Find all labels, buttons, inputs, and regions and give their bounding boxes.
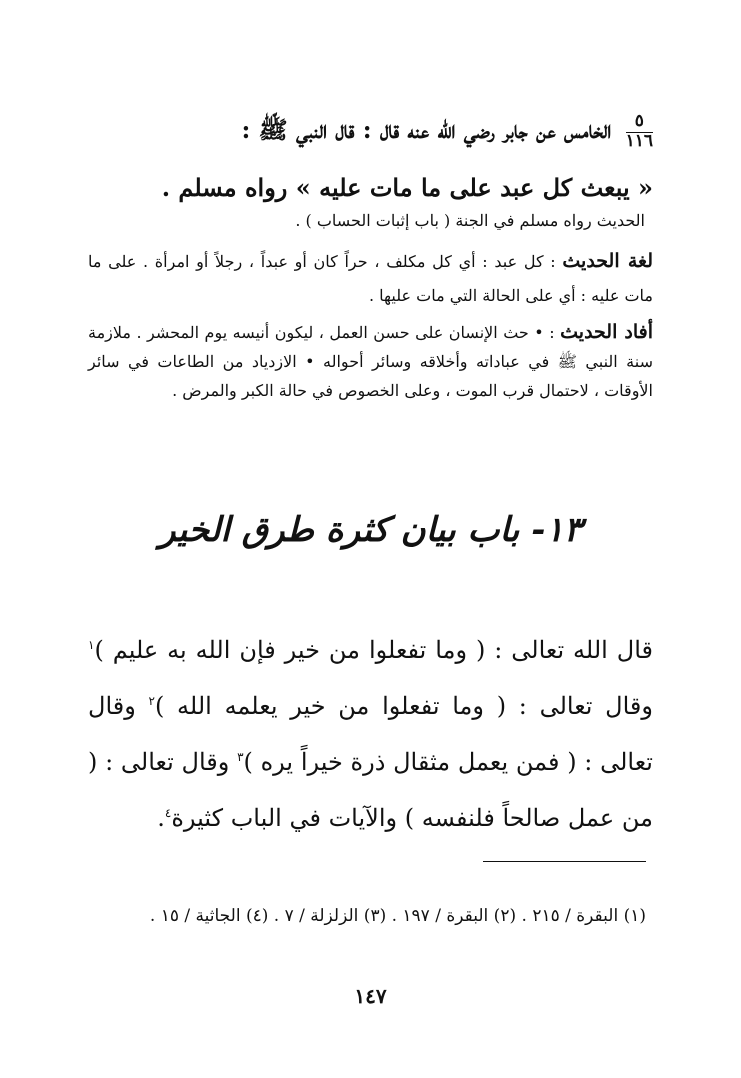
fawaid-text: : • حث الإنسان على حسن العمل ، ليكون أنيسه يوم المحشر . ملازمة سنة النبي ﷺ في عباداته وأخلاقه وسائر أحواله • الازدياد من الطاعات في سائر الأوقات ، لاحتمال قرب الموت ، وعلى الخصوص في حالة الكبر والمرض . (88, 323, 653, 400)
lugha-text: : كل عبد : أي كل مكلف ، حراً كان أو عبداً ، رجلاً أو امرأة . على ما مات عليه : أي على الحالة التي مات عليها . (88, 252, 653, 305)
quran-verses (88, 620, 653, 844)
verse-end: . (157, 804, 165, 832)
page-number: ١٤٧ (354, 984, 387, 1008)
hadith-number-bottom: ١١٦ (625, 131, 653, 151)
verse-2: وقال تعالى : ( وما تفعلوا من خير يعلمه الله ) (154, 692, 653, 720)
footnotes: (١) البقرة / ٢١٥ . (٢) البقرة / ١٩٧ . (٣) الزلزلة / ٧ . (٤) الجاثية / ١٥ . (149, 906, 646, 926)
chapter-title: ١٣- باب بيان كثرة طرق الخير (159, 510, 582, 550)
hadith-number (626, 113, 653, 150)
hadith-source: الحديث رواه مسلم في الجنة ( باب إثبات الحساب ) . (295, 211, 645, 230)
footnote-ref-4: ٤ (164, 806, 172, 820)
footnote-ref-3: ٣ (237, 750, 244, 764)
footnote-divider (483, 861, 646, 862)
hadith-intro-text: الخامس عن جابر رضي الله عنه قال : قال النبي ﷺ : (241, 115, 612, 144)
verse-1: قال الله تعالى : ( وما تفعلوا من خير فإن الله به عليم ) (94, 636, 653, 664)
hadith-number-top: ٥ (626, 113, 653, 133)
hadith-intro (88, 112, 653, 150)
footnote-ref-2: ٢ (148, 694, 155, 708)
fawaid-label: أفاد الحديث (560, 321, 654, 343)
hadith-text: « يبعث كل عبد على ما مات عليه » رواه مسلم . (161, 173, 653, 202)
verse-4: وقال تعالى : ( من عمل صالحاً فلنفسه ) والآيات في الباب كثيرة (88, 748, 653, 832)
verse-3: وقال تعالى : ( فمن يعمل مثقال ذرة خيراً يره ) (88, 692, 653, 776)
fawaid-section (88, 318, 653, 405)
footnote-ref-1: ١ (88, 638, 95, 652)
lugha-label: لغة الحديث (562, 250, 653, 272)
lugha-section (88, 244, 653, 313)
